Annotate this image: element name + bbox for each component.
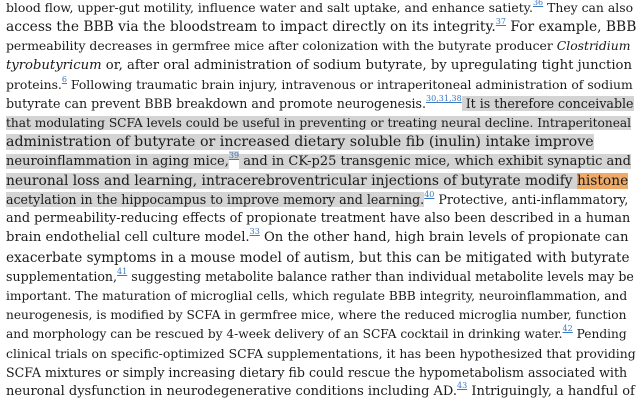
text-run: and morphology can be rescued by 4-week delivery of an SCFA cocktail in drinking water. <box>6 327 563 342</box>
citation-link[interactable]: 43 <box>457 381 468 390</box>
citation-link[interactable]: 38 <box>451 94 462 103</box>
selected-text[interactable]: neuronal loss and learning, intracerebroventricular injections of butyrate modify <box>6 172 577 189</box>
text-run: permeability decreases in germfree mice after colonization with the butyrate producer <box>6 38 557 54</box>
text-run: blood flow, upper-gut motility, influence water and salt uptake, and enhance satiety. <box>6 0 533 15</box>
text-run: supplementation, <box>6 268 118 284</box>
citation-link[interactable]: 42 <box>562 324 573 334</box>
citation-link[interactable]: 36 <box>532 0 544 7</box>
text-run: SCFA mixtures or simply increasing dietary fib could rescue the hypometabolism associated with <box>6 364 628 380</box>
text-run: neuronal dysfunction in neurodegenerative conditions including AD. <box>6 384 458 399</box>
text-run: exacerbate symptoms in a mouse model of autism, but this can be mitigated with butyrate <box>6 249 630 266</box>
text-run: or, after oral administration of sodium butyrate, by upregulating tight junction <box>101 57 632 73</box>
text-run: access the BBB via the bloodstream to impact directly on its integrity. <box>6 19 496 36</box>
text-run: Pending <box>572 327 627 342</box>
citation-link[interactable]: 33 <box>249 227 260 237</box>
text-run: neurogenesis, is modified by SCFA in germfree mice, where the reduced microglia number, function <box>6 308 627 323</box>
citation-link[interactable]: 39 <box>228 150 240 160</box>
selected-text[interactable]: neuroinflammation in aging mice, <box>6 153 229 169</box>
search-match-highlight[interactable]: histone <box>576 172 629 189</box>
selected-text[interactable]: It is therefore conceivable <box>461 96 634 111</box>
text-run: Protective, anti-inflammatory, <box>434 192 629 207</box>
text-run: suggesting metabolite balance rather than individual metabolite levels may be <box>127 268 634 284</box>
text-run: and permeability-reducing effects of propionate treatment have also been described in a human <box>6 211 631 227</box>
text-run: proteins. <box>6 76 62 92</box>
text-run: important. The maturation of microglial cells, which regulate BBB integrity, neuroinflammation, and <box>6 289 628 303</box>
selected-text[interactable]: that modulating SCFA levels could be useful in preventing or treating neural decline. Intraperitoneal <box>6 116 632 131</box>
text-run: On the other hand, high brain levels of propionate can <box>259 230 629 246</box>
selected-text[interactable]: acetylation in the hippocampus to improve memory and learning. <box>6 192 425 207</box>
citation-link[interactable]: 40 <box>424 190 435 199</box>
text-run: brain endothelial cell culture model. <box>6 230 250 246</box>
text-run: Following traumatic brain injury, intravenous or intraperitoneal administration of sodium <box>66 76 633 92</box>
text-run: Intriguingly, a handful of <box>467 384 635 399</box>
text-line <box>6 380 635 404</box>
text-line: butyrate can prevent BBB breakdown and promote neurogenesis.$^{30,31,38}$ It is therefore conceivable <box>6 94 634 111</box>
text-run: For example, BBB <box>505 19 637 36</box>
selected-text[interactable]: administration of butyrate or increased dietary soluble fib (inulin) intake improve <box>6 134 594 151</box>
species-name: Clostridium <box>556 38 631 54</box>
selected-text[interactable]: and in CK-p25 transgenic mice, which exhibit synaptic and <box>239 153 631 169</box>
species-name: tyrobutyricum <box>6 57 102 73</box>
citation-link[interactable]: 6 <box>61 74 67 84</box>
citation-link[interactable]: 37 <box>495 17 506 27</box>
citation-link[interactable]: 30 <box>426 94 437 103</box>
citation-link[interactable]: 41 <box>117 266 128 276</box>
text-run: They can also <box>543 0 634 15</box>
text-run: clinical trials on specific-optimized SCFA supplementations, it has been hypothesized that providing <box>6 345 636 361</box>
text-run: butyrate can prevent BBB breakdown and promote neurogenesis. <box>6 96 427 111</box>
citation-link[interactable]: 31 <box>438 94 449 103</box>
